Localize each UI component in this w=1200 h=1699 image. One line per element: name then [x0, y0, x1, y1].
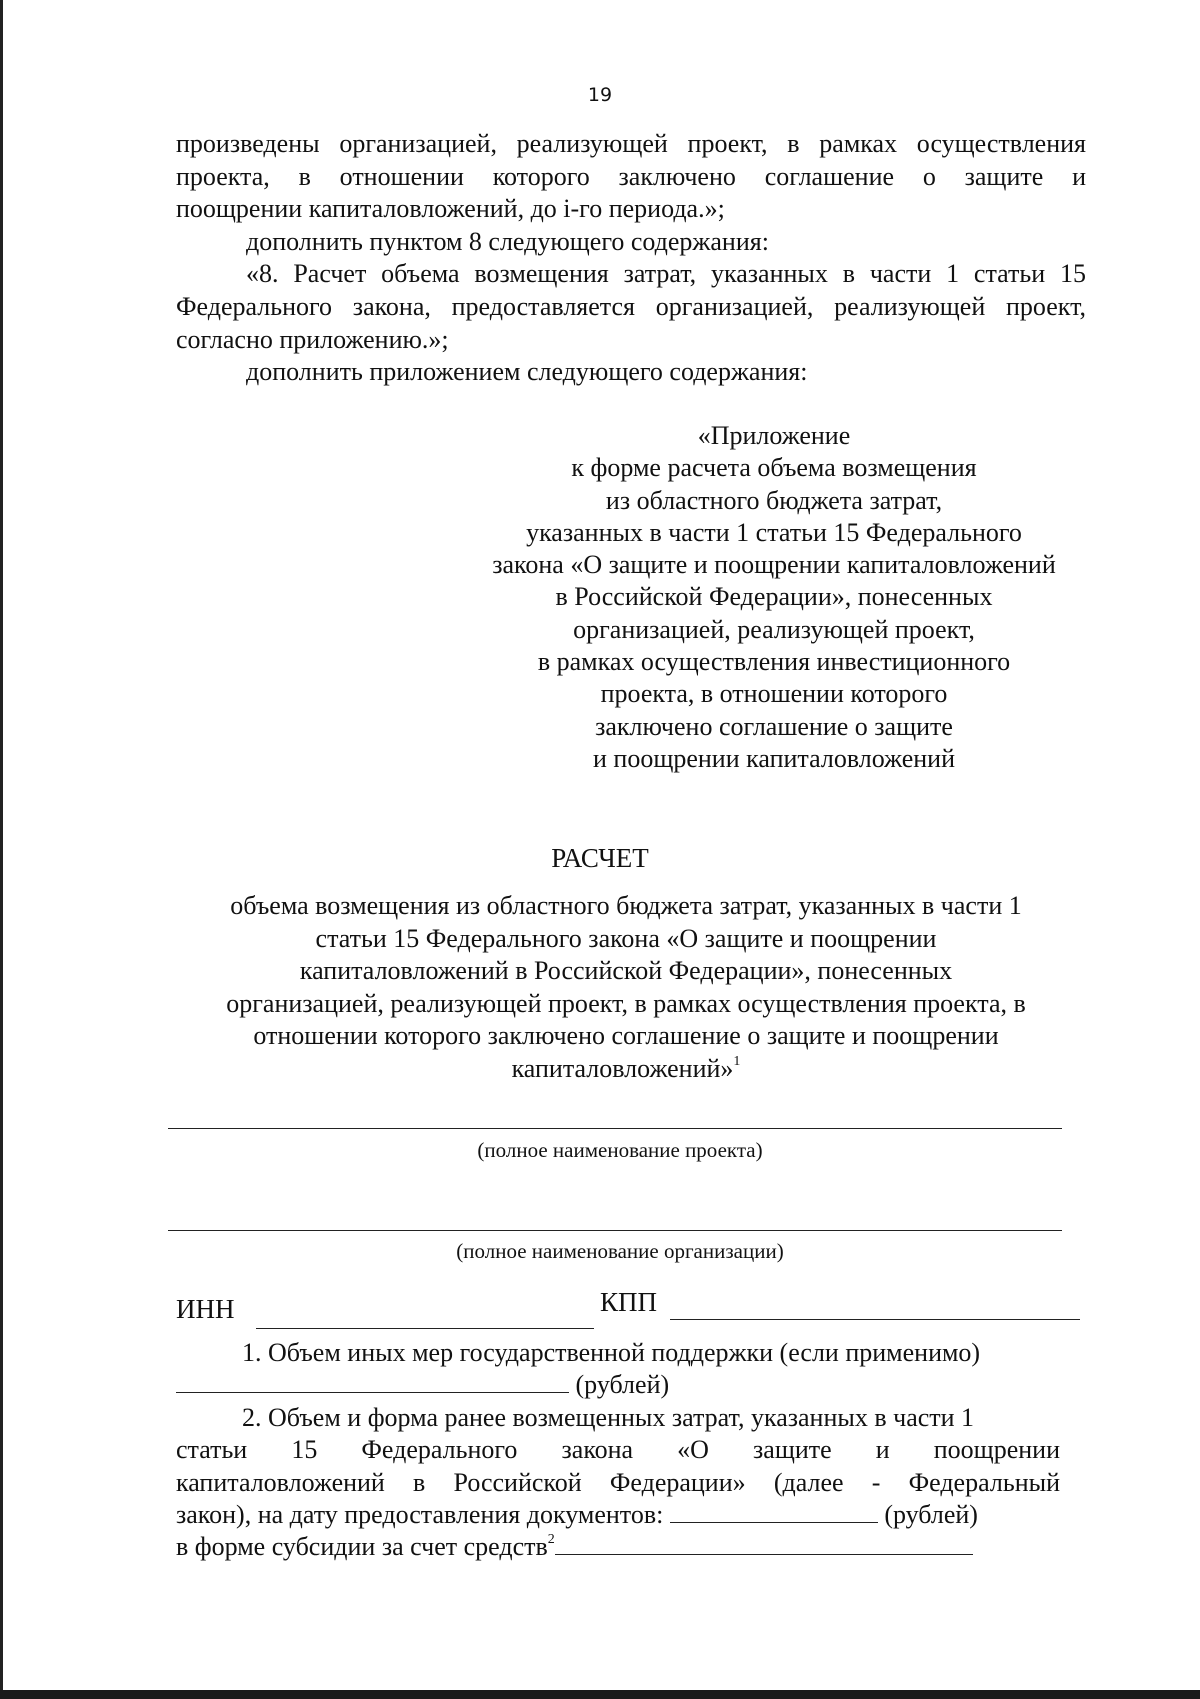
- item-1-line: 1. Объем иных мер государственной поддержки (если применимо): [242, 1338, 981, 1367]
- item-2-subsidy-blank: [555, 1532, 973, 1555]
- item-2-amount-blank: [670, 1500, 878, 1523]
- item-1-amount-line: [176, 1369, 1060, 1401]
- item-2-line: капиталовложений в Российской Федерации» (далее - Федеральный: [176, 1467, 1060, 1497]
- text-line: дополнить пунктом 8 следующего содержания:: [246, 226, 769, 256]
- intro-paragraphs: [176, 128, 1086, 389]
- word: закона: [561, 1435, 634, 1465]
- text-line: Федерального закона, предоставляется организацией, реализующей проект,: [176, 291, 1086, 321]
- footnote-mark: 2: [547, 1532, 555, 1548]
- appendix-line: в Российской Федерации», понесенных: [555, 582, 993, 612]
- appendix-line: и поощрении капиталовложений: [593, 743, 955, 773]
- organization-name-caption: (полное наименование организации): [456, 1239, 784, 1263]
- appendix-heading: [454, 420, 1094, 775]
- word: «О: [677, 1435, 709, 1465]
- item-1-amount-blank: [176, 1370, 569, 1393]
- project-name-line: [168, 1128, 1062, 1129]
- item-2-date-line: [176, 1499, 1060, 1531]
- item-2-line: [176, 1434, 1060, 1466]
- appendix-line: к форме расчета объема возмещения: [571, 453, 977, 483]
- text-line: поощрении капиталовложений, до i-го периода.»;: [176, 194, 725, 224]
- subtitle-line: статьи 15 Федерального закона «О защите и поощрении: [315, 923, 937, 953]
- text-line: согласно приложению.»;: [176, 324, 449, 354]
- subtitle-line: капиталовложений в Российской Федерации», понесенных: [299, 956, 953, 986]
- text-line: дополнить приложением следующего содержания:: [246, 357, 808, 387]
- appendix-line: проекта, в отношении которого: [600, 679, 948, 709]
- page-number: 19: [587, 84, 613, 106]
- text-line: произведены организацией, реализующей проект, в рамках осуществления: [176, 129, 1086, 158]
- subtitle-line-last: [176, 1053, 1076, 1086]
- item-1-unit: (рублей): [575, 1370, 670, 1400]
- text-line: проекта, в отношении которого заключено соглашение о защите и: [176, 161, 1086, 191]
- appendix-line: указанных в части 1 статьи 15 Федерального: [526, 517, 1022, 547]
- inn-label: ИНН: [176, 1294, 235, 1324]
- form-items: [176, 1337, 1060, 1564]
- inn-field-line: [256, 1328, 594, 1329]
- organization-name-line: [168, 1230, 1062, 1231]
- kpp-field-line: [670, 1319, 1080, 1320]
- document-title: РАСЧЕТ: [551, 843, 649, 873]
- appendix-line: «Приложение: [697, 421, 851, 450]
- word: статьи: [176, 1435, 248, 1465]
- subtitle-line: объема возмещения из областного бюджета затрат, указанных в части 1: [230, 891, 1022, 920]
- item-2-subsidy-text: в форме субсидии за счет средств: [176, 1532, 548, 1562]
- appendix-line: организацией, реализующей проект,: [573, 614, 975, 644]
- word: защите: [753, 1435, 832, 1465]
- word: Федерального: [361, 1435, 518, 1465]
- item-2-date-text: закон), на дату предоставления документов:: [176, 1500, 664, 1530]
- item-2-subsidy-line: [176, 1531, 1060, 1563]
- item-2-line: 2. Объем и форма ранее возмещенных затрат, указанных в части 1: [242, 1402, 975, 1432]
- subtitle-text: капиталовложений»: [511, 1053, 734, 1083]
- appendix-line: закона «О защите и поощрении капиталовложений: [492, 550, 1056, 580]
- subtitle-line: отношении которого заключено соглашение о защите и поощрении: [253, 1021, 999, 1051]
- appendix-line: из областного бюджета затрат,: [605, 485, 943, 515]
- document-subtitle: [176, 890, 1076, 1086]
- item-2-unit: (рублей): [884, 1500, 978, 1530]
- kpp-label: КПП: [600, 1287, 658, 1317]
- footnote-mark: 1: [733, 1053, 741, 1069]
- subtitle-line: организацией, реализующей проект, в рамках осуществления проекта, в: [226, 988, 1026, 1018]
- text-line: «8. Расчет объема возмещения затрат, указанных в части 1 статьи 15: [246, 259, 1086, 289]
- word: и: [875, 1435, 890, 1465]
- word: 15: [291, 1435, 318, 1465]
- appendix-line: заключено соглашение о защите: [595, 711, 953, 741]
- word: поощрении: [933, 1435, 1060, 1465]
- project-name-caption: (полное наименование проекта): [477, 1138, 763, 1162]
- appendix-line: в рамках осуществления инвестиционного: [537, 647, 1011, 677]
